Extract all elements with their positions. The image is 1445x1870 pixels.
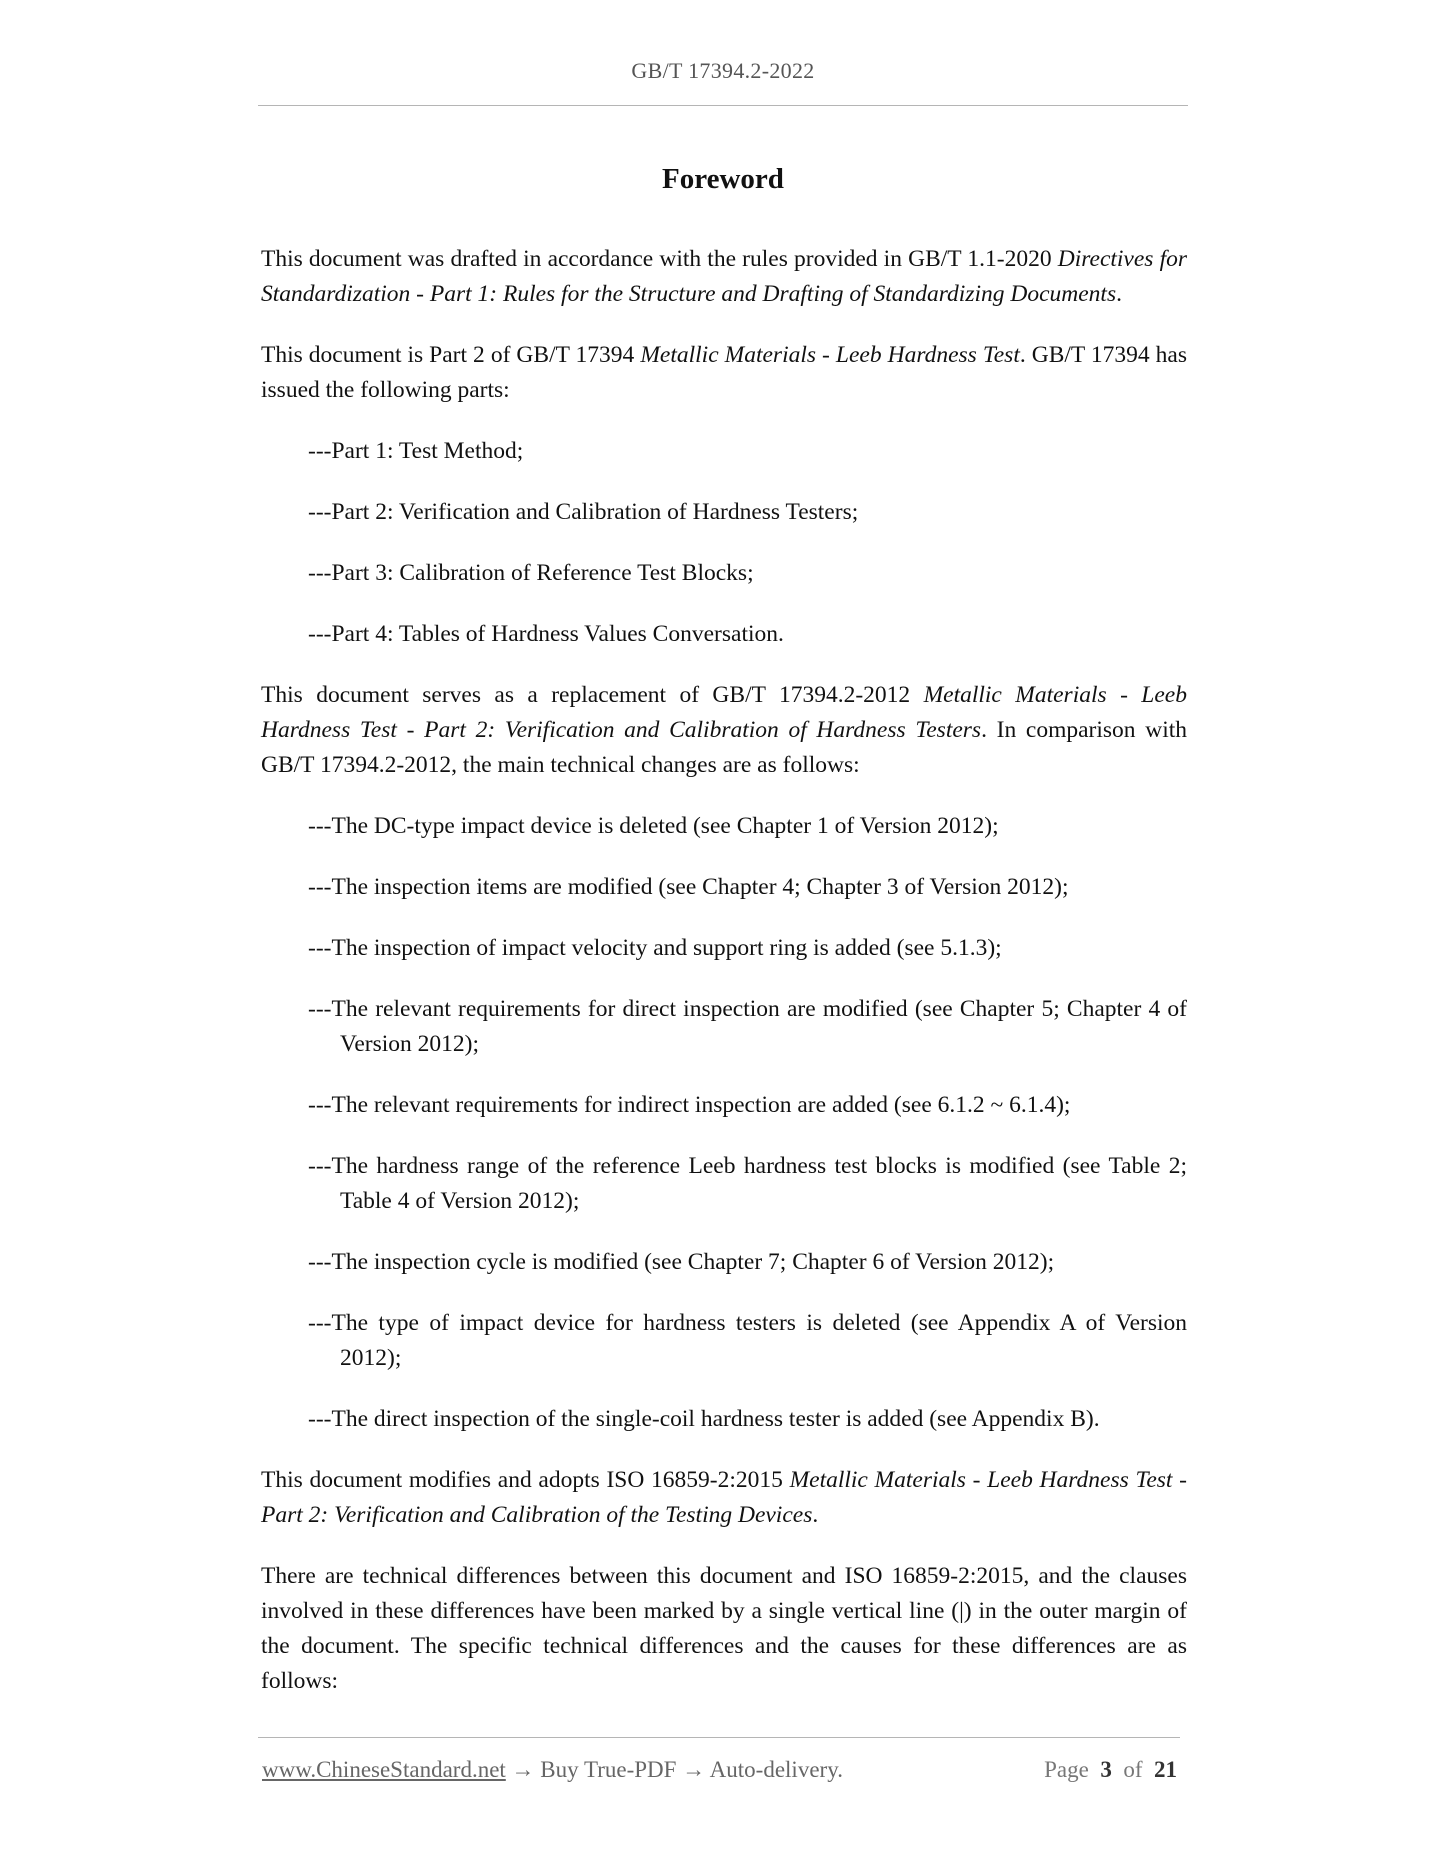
arrow-right-icon: → (511, 1757, 535, 1782)
list-item-part-1: ---Part 1: Test Method; (308, 438, 524, 464)
auto-delivery-text: Auto-delivery. (709, 1757, 843, 1782)
footer-promo (262, 1757, 843, 1783)
paragraph-part-info: This document is Part 2 of GB/T 17394 Metallic Materials - Leeb Hardness Test. GB/T 17394 has issued the following parts: (261, 342, 1187, 403)
paragraph-replacement: This document serves as a replacement of GB/T 17394.2-2012 Metallic Materials - Leeb Hardness Test - Part 2: Verification and Calibration of Hardness Testers. In comparison with GB/T 17394.2-2012, the main technical changes are as follows: (261, 682, 1187, 778)
list-item-change: ---The direct inspection of the single-coil hardness tester is added (see Appendix B). (308, 1406, 1100, 1432)
current-page: 3 (1100, 1757, 1112, 1782)
list-item-part-2: ---Part 2: Verification and Calibration of Hardness Testers; (308, 499, 859, 525)
footer-divider (258, 1737, 1180, 1738)
list-item-change: ---The DC-type impact device is deleted (see Chapter 1 of Version 2012); (308, 813, 999, 839)
header-divider (258, 105, 1188, 106)
list-item-part-4: ---Part 4: Tables of Hardness Values Conversation. (308, 621, 784, 647)
list-item-change: ---The inspection items are modified (see Chapter 4; Chapter 3 of Version 2012); (308, 874, 1069, 900)
paragraph-drafting-rules: This document was drafted in accordance with the rules provided in GB/T 1.1-2020 Directives for Standardization - Part 1: Rules for the Structure and Drafting of Standardizing Documents. (261, 246, 1188, 307)
cited-title: Metallic Materials - Leeb Hardness Test - Part 2: Verification and Calibration of Hardness Testers (261, 682, 1187, 743)
list-item-change: ---The relevant requirements for direct inspection are modified (see Chapter 5; Chapter 4 of Version 2012); (308, 996, 1187, 1057)
list-item-change: ---The hardness range of the reference Leeb hardness test blocks is modified (see Table 2; Table 4 of Version 2012); (308, 1153, 1187, 1214)
list-item-change: ---The type of impact device for hardness testers is deleted (see Appendix A of Version 2012); (308, 1310, 1187, 1371)
paragraph-technical-differences: There are technical differences between this document and ISO 16859-2:2015, and the clauses involved in these differences have been marked by a single vertical line (|) in the outer margin of the document. The specific technical differences and the causes for these differences are as follows: (261, 1563, 1187, 1694)
page-title: Foreword (662, 163, 784, 195)
list-item-change: ---The inspection of impact velocity and support ring is added (see 5.1.3); (308, 935, 1002, 961)
running-header: GB/T 17394.2-2022 (631, 58, 815, 83)
cited-title: Metallic Materials - Leeb Hardness Test - Part 2: Verification and Calibration of the Testing Devices (261, 1467, 1187, 1528)
page-number: Page 3 of 21 (1044, 1757, 1177, 1782)
list-item-change: ---The inspection cycle is modified (see Chapter 7; Chapter 6 of Version 2012); (308, 1249, 1055, 1275)
arrow-right-icon: → (682, 1757, 706, 1782)
foreword-body (261, 242, 1187, 1699)
site-link[interactable]: www.ChineseStandard.net (262, 1757, 506, 1782)
list-item-part-3: ---Part 3: Calibration of Reference Test Blocks; (308, 560, 754, 586)
cited-title: Directives for Standardization - Part 1: Rules for the Structure and Drafting of Standardizing Documents (261, 246, 1188, 307)
buy-pdf-text: Buy True-PDF (540, 1757, 677, 1782)
list-item-change: ---The relevant requirements for indirect inspection are added (see 6.1.2 ~ 6.1.4); (308, 1092, 1071, 1118)
paragraph-iso-adoption: This document modifies and adopts ISO 16859-2:2015 Metallic Materials - Leeb Hardness Test - Part 2: Verification and Calibration of the Testing Devices. (261, 1467, 1187, 1528)
cited-title: Metallic Materials - Leeb Hardness Test (640, 342, 1020, 368)
total-pages: 21 (1154, 1757, 1177, 1782)
